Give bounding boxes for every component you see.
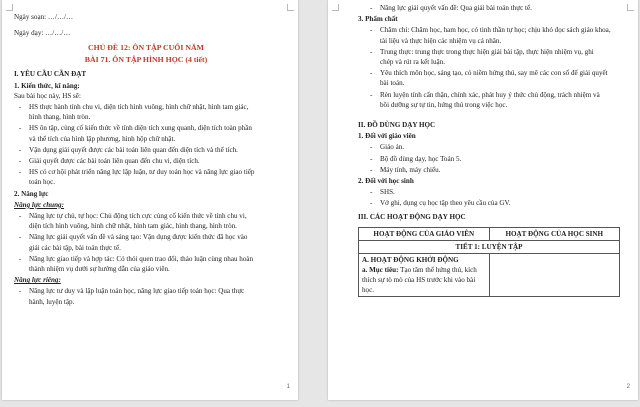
list-item: - Giáo án. bbox=[358, 142, 628, 152]
list-item: - Năng lực tự chủ, tự học: Chủ động tích cực củng cố kiến thức về tính chu vi, diện tích hình vuông, hình chữ nhật, hình tam giác, hình thang, hình tròn. bbox=[14, 211, 278, 231]
page-number: 1 bbox=[286, 383, 290, 390]
table-cell bbox=[489, 253, 620, 296]
general-competence-list bbox=[14, 211, 278, 274]
list-item: - Giải quyết được các bài toán liên quan đến chu vi, diện tích. bbox=[14, 156, 278, 166]
specific-competence-heading: Năng lực riêng: bbox=[14, 276, 61, 285]
table-header-cell: HOẠT ĐỘNG CỦA HỌC SINH bbox=[489, 227, 620, 240]
period-title-cell: TIẾT 1: LUYỆN TẬP bbox=[359, 240, 620, 253]
list-item: - Chăm chỉ: Chăm học, ham học, có tinh thần tự học; chịu khó đọc sách giáo khoa, tài liệu và thực hiện các nhiệm vụ cá nhân. bbox=[358, 25, 628, 45]
activities-table bbox=[358, 227, 620, 297]
goal-text: a. Mục tiêu: Tạo tâm thế hứng thú, kích bbox=[362, 265, 477, 274]
teacher-materials-list bbox=[358, 142, 628, 175]
subsection-heading: 1. Kiến thức, kĩ năng: bbox=[14, 81, 80, 90]
section-heading: II. ĐỒ DÙNG DẠY HỌC bbox=[358, 121, 436, 130]
list-item: - Trung thực: trung thực trong thực hiện giải bài tập, thực hiện nhiệm vụ, ghi chép và rút ra kết luận. bbox=[358, 47, 628, 67]
chapter-title: CHỦ ĐỀ 12: ÔN TẬP CUỐI NĂM bbox=[88, 43, 204, 53]
general-competence-heading: Năng lực chung: bbox=[14, 200, 64, 209]
list-item: - Vận dụng giải quyết được các bài toán liên quan đến diện tích và thể tích. bbox=[14, 145, 278, 155]
date-prepared: Ngày soạn: …/…/… bbox=[14, 13, 74, 21]
quality-list bbox=[358, 25, 628, 110]
activity-title: A. HOẠT ĐỘNG KHỞI ĐỘNG bbox=[362, 255, 459, 264]
intro-text: Sau bài học này, HS sẽ: bbox=[14, 91, 81, 100]
subsection-heading: 2. Năng lực bbox=[14, 189, 49, 198]
table-row bbox=[359, 253, 620, 296]
lesson-title: BÀI 71. ÔN TẬP HÌNH HỌC (4 tiết) bbox=[84, 55, 208, 65]
table-header-cell: HOẠT ĐỘNG CỦA GIÁO VIÊN bbox=[359, 227, 490, 240]
list-item: - Vở ghi, dụng cụ học tập theo yêu cầu của GV. bbox=[358, 198, 628, 208]
document-page-1 bbox=[2, 0, 298, 400]
document-page-2 bbox=[328, 0, 638, 400]
list-item: - SHS. bbox=[358, 187, 628, 197]
section-heading: I. YÊU CẦU CẦN ĐẠT bbox=[14, 70, 87, 79]
list-item: - Năng lực tư duy và lập luận toán học, năng lực giao tiếp toán học: Qua thực hành, luyện tập. bbox=[14, 286, 278, 306]
list-item: - Yêu thích môn học, sáng tạo, có niềm hứng thú, say mê các con số để giải quyết bài toán. bbox=[358, 68, 628, 88]
student-materials-list bbox=[358, 187, 628, 208]
date-taught: Ngày dạy: …/…/… bbox=[14, 29, 71, 38]
subsection-heading: 1. Đối với giáo viên bbox=[358, 132, 416, 141]
section-heading: III. CÁC HOẠT ĐỘNG DẠY HỌC bbox=[358, 212, 466, 221]
crop-mark bbox=[287, 4, 294, 11]
table-header-row bbox=[359, 227, 620, 240]
list-item: - Rèn luyện tính cẩn thận, chính xác, phát huy ý thức chủ động, trách nhiệm và bồi dưỡng sự tự tin, hứng thú trong việc học. bbox=[358, 90, 628, 110]
page-number: 2 bbox=[626, 383, 630, 390]
list-item: - HS có cơ hội phát triển năng lực lập luận, tư duy toán học và năng lực giao tiếp toán học. bbox=[14, 167, 278, 187]
table-cell: A. HOẠT ĐỘNG KHỞI ĐỘNG a. Mục tiêu: Tạo tâm thế hứng thú, kích thích sự tò mò của HS trước khi vào bài học. bbox=[359, 253, 490, 296]
table-row bbox=[359, 240, 620, 253]
list-item: - Bộ đồ dùng dạy, học Toán 5. bbox=[358, 154, 628, 164]
list-item: - Năng lực giải quyết vấn đề và sáng tạo: Vận dụng được kiến thức đã học vào giải các bài tập, bài toán thực tế. bbox=[14, 232, 278, 252]
list-item: - Máy tính, máy chiếu. bbox=[358, 165, 628, 175]
subsection-heading: 3. Phẩm chất bbox=[358, 15, 398, 24]
knowledge-list bbox=[14, 102, 278, 188]
list-item: - Năng lực giải quyết vấn đề: Qua giải bài toán thực tế. bbox=[358, 3, 628, 13]
list-item: - HS thực hành tính chu vi, diện tích hình vuông, hình chữ nhật, hình tam giác, hình thang, hình tròn. bbox=[14, 102, 278, 122]
subsection-heading: 2. Đối với học sinh bbox=[358, 177, 414, 186]
list-item: - HS ôn tập, củng cố kiến thức về tính diện tích xung quanh, diện tích toàn phần và thể tích của hình lập phương, hình hộp chữ nhật. bbox=[14, 123, 278, 143]
goal-label: a. Mục tiêu: bbox=[362, 265, 399, 274]
crop-mark bbox=[6, 4, 13, 11]
list-item: - Năng lực giao tiếp và hợp tác: Có thói quen trao đổi, thảo luận cùng nhau hoàn thành nhiệm vụ dưới sự hướng dẫn của giáo viên. bbox=[14, 254, 278, 274]
